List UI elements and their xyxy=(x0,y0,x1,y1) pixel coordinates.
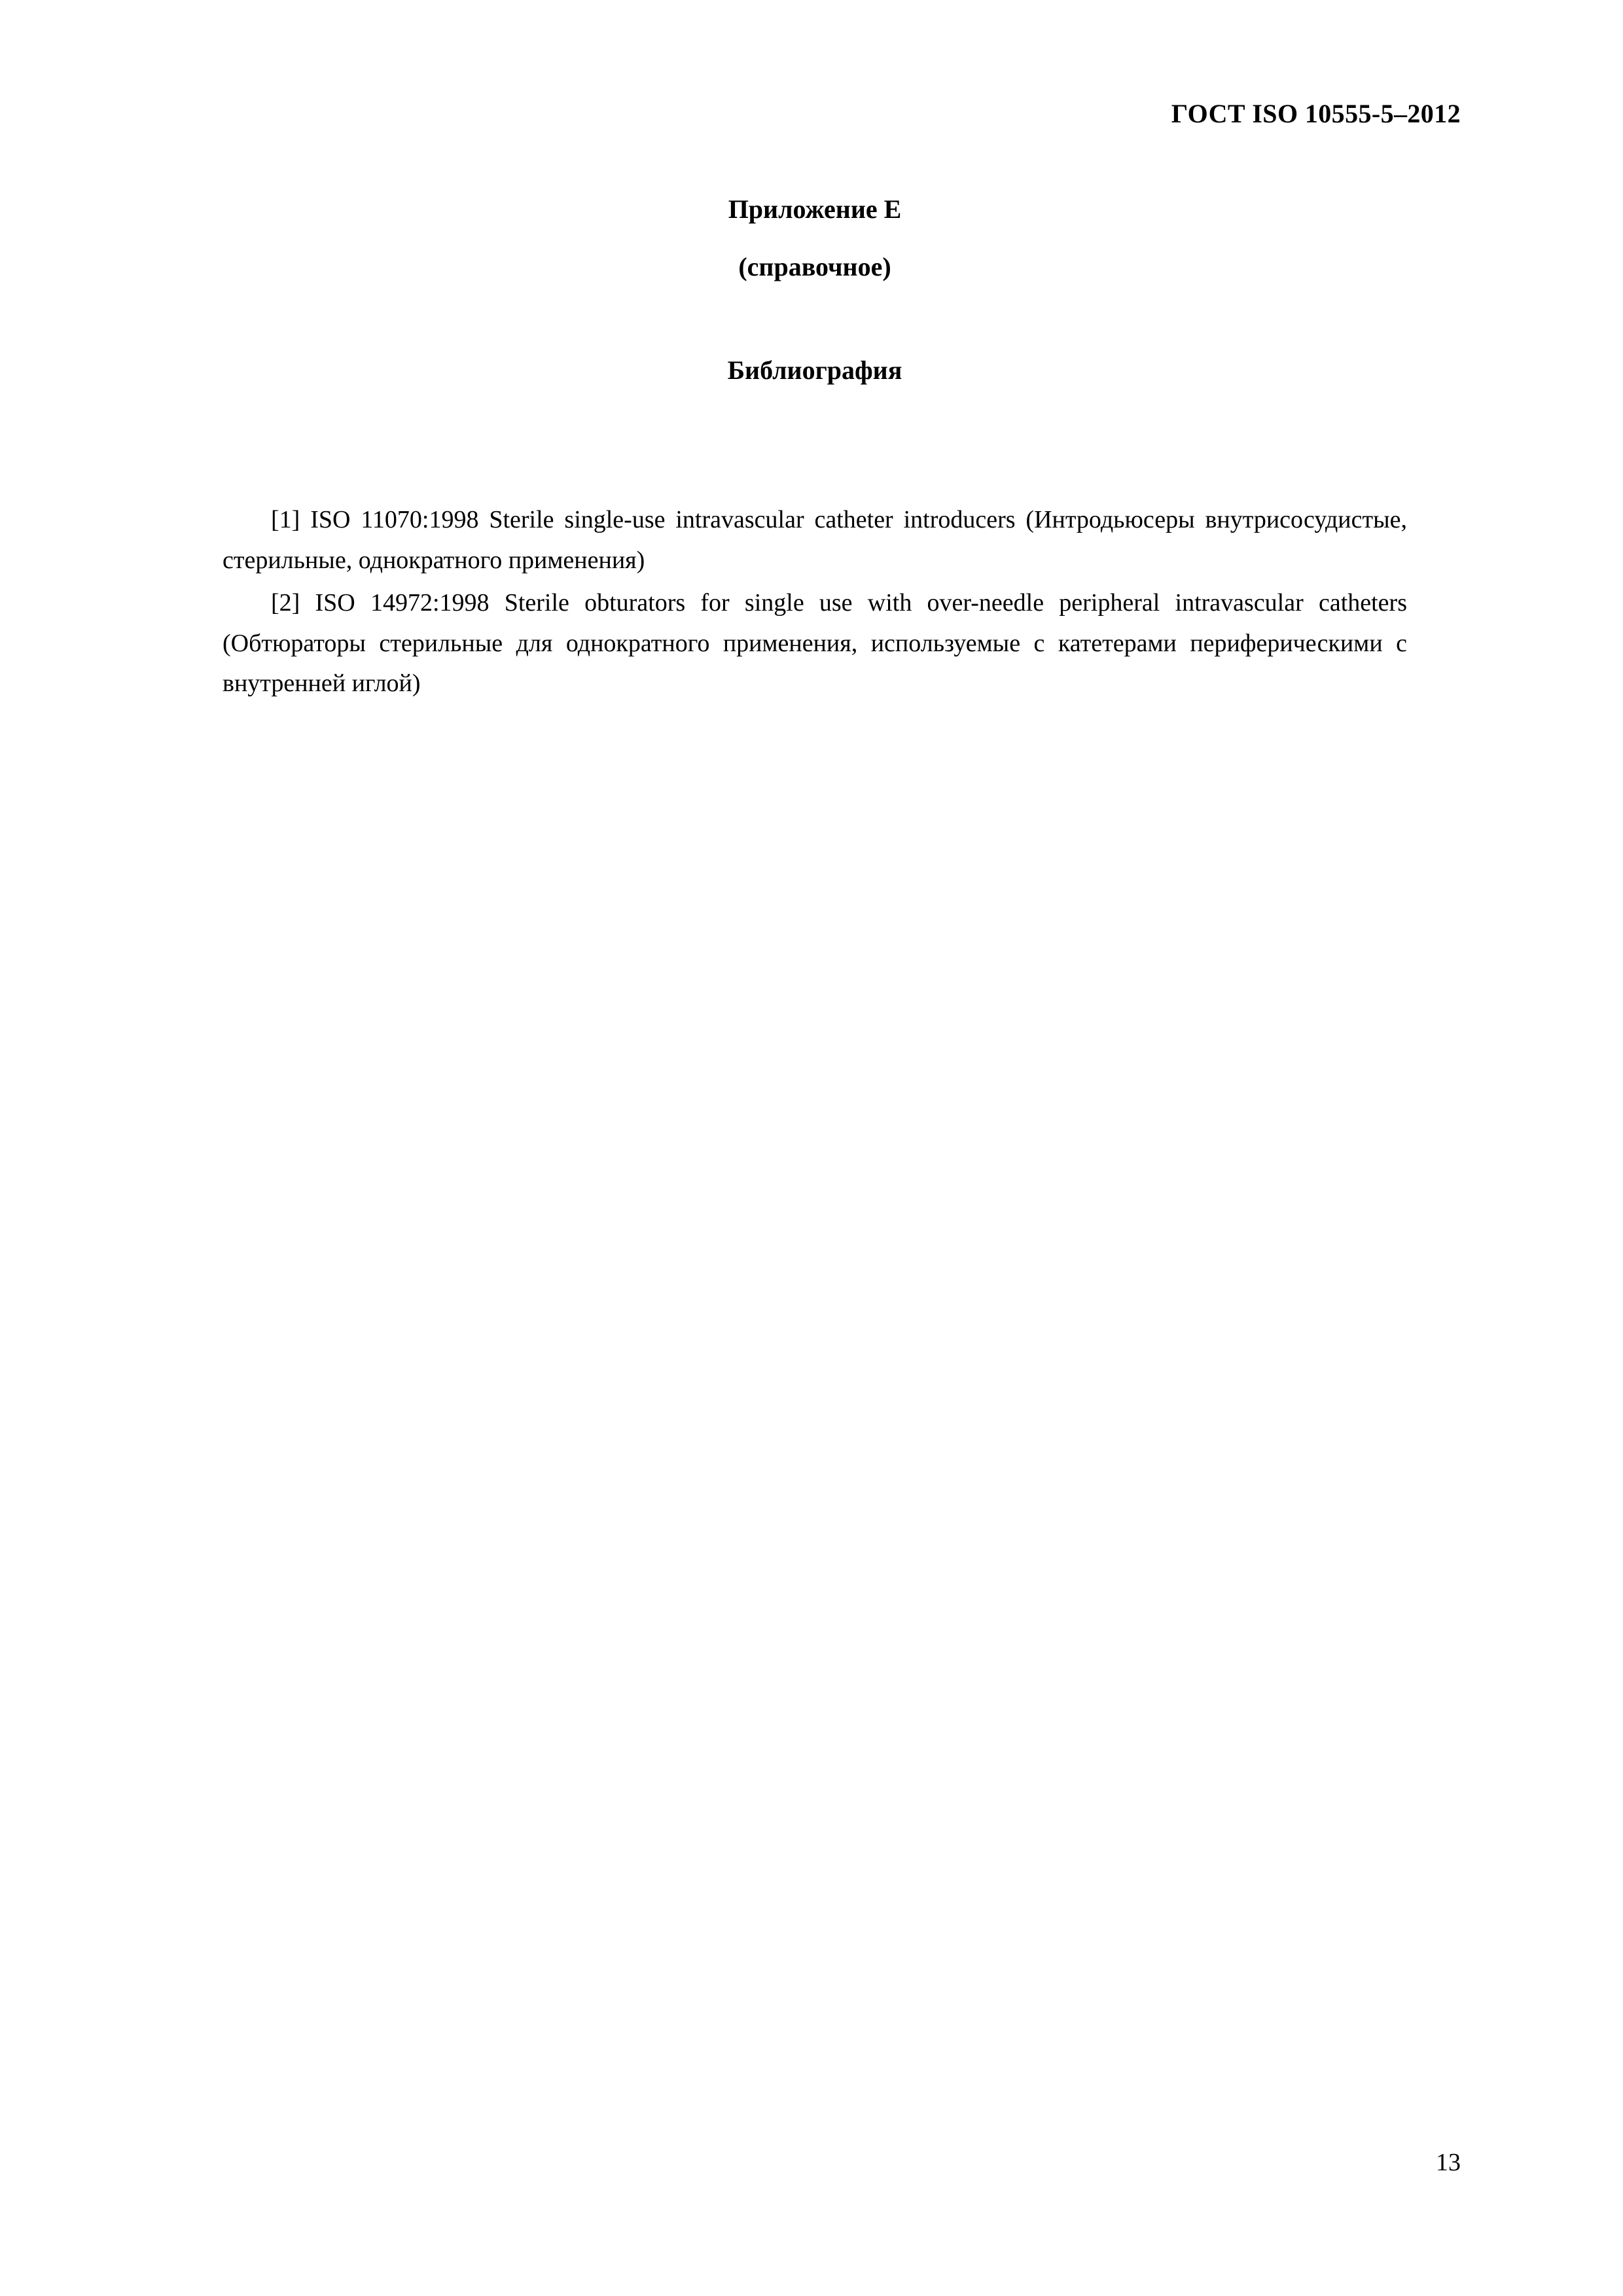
annex-title: Приложение Е xyxy=(728,194,902,224)
list-item: [1] ISO 11070:1998 Sterile single-use intravascular catheter introducers (Интродьюсеры внутрисосудистые, стерильные, однократного применения) xyxy=(223,506,1407,574)
bibliography-list xyxy=(223,500,1407,704)
page-content xyxy=(223,196,1407,704)
bibliography-heading: Библиография xyxy=(727,355,902,385)
list-item: [2] ISO 14972:1998 Sterile obturators for single use with over-needle peripheral intravascular catheters (Обтюраторы стерильные для однократного применения, используемые с катетерами периферическими с внутренней иглой) xyxy=(223,589,1407,698)
page-number: 13 xyxy=(1436,2149,1461,2176)
annex-subtitle: (справочное) xyxy=(738,252,891,281)
page-header-standard-number: ГОСТ ISO 10555-5–2012 xyxy=(1171,99,1461,128)
